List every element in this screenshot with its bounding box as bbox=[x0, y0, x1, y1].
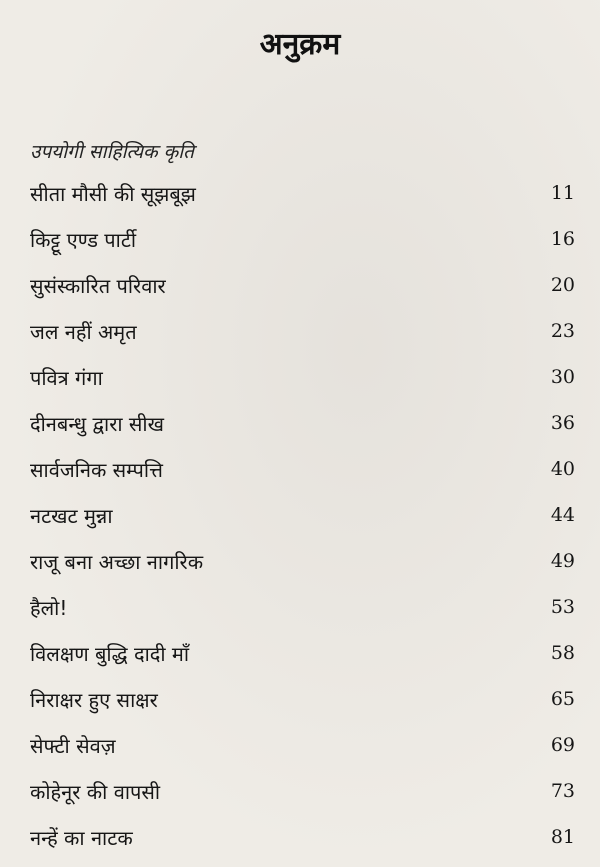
toc-entry-page-number: 81 bbox=[550, 826, 575, 848]
toc-entry bbox=[30, 722, 575, 768]
toc-entry-title: नन्हें का नाटक bbox=[30, 825, 133, 850]
toc-entry-page-number: 53 bbox=[550, 596, 575, 618]
toc-entry-page-number: 11 bbox=[550, 182, 575, 204]
toc-entry-page-number: 23 bbox=[550, 320, 575, 342]
toc-entry-title: पवित्र गंगा bbox=[30, 365, 103, 390]
toc-entry-page-number: 58 bbox=[550, 642, 575, 664]
toc-entry-page-number: 40 bbox=[550, 458, 575, 480]
toc-entry-page-number: 69 bbox=[550, 734, 575, 756]
toc-entry bbox=[30, 400, 575, 446]
toc-entry bbox=[30, 676, 575, 722]
toc-entry bbox=[30, 492, 575, 538]
toc-entry-title: दीनबन्धु द्वारा सीख bbox=[30, 411, 164, 436]
toc-entry bbox=[30, 538, 575, 584]
toc-entry-title: राजू बना अच्छा नागरिक bbox=[30, 549, 204, 574]
toc-entry-page-number: 49 bbox=[550, 550, 575, 572]
table-of-contents bbox=[30, 170, 575, 860]
toc-entry bbox=[30, 308, 575, 354]
toc-entry-page-number: 30 bbox=[550, 366, 575, 388]
toc-entry bbox=[30, 262, 575, 308]
toc-entry-title: निराक्षर हुए साक्षर bbox=[30, 687, 158, 712]
toc-entry bbox=[30, 354, 575, 400]
toc-entry bbox=[30, 584, 575, 630]
toc-entry-page-number: 36 bbox=[550, 412, 575, 434]
toc-entry-title: सेफ्टी सेवज़ bbox=[30, 733, 116, 758]
toc-entry-page-number: 65 bbox=[550, 688, 575, 710]
toc-entry-title: सार्वजनिक सम्पत्ति bbox=[30, 457, 163, 482]
toc-entry-title: जल नहीं अमृत bbox=[30, 319, 137, 344]
toc-entry-title: सीता मौसी की सूझबूझ bbox=[30, 181, 196, 206]
toc-entry-page-number: 16 bbox=[550, 228, 575, 250]
toc-entry bbox=[30, 446, 575, 492]
toc-entry-title: नटखट मुन्ना bbox=[30, 503, 113, 528]
toc-entry-page-number: 73 bbox=[550, 780, 575, 802]
toc-entry-page-number: 20 bbox=[550, 274, 575, 296]
toc-entry-title: कोहेनूर की वापसी bbox=[30, 779, 161, 804]
section-heading: उपयोगी साहित्यिक कृति bbox=[30, 141, 195, 163]
toc-entry bbox=[30, 768, 575, 814]
toc-entry-title: सुसंस्कारित परिवार bbox=[30, 273, 166, 298]
toc-entry-title: हैलो! bbox=[30, 595, 68, 620]
toc-entry bbox=[30, 814, 575, 860]
toc-entry-title: किट्टू एण्ड पार्टी bbox=[30, 227, 137, 252]
page-title: अनुक्रम bbox=[259, 27, 341, 62]
toc-entry bbox=[30, 216, 575, 262]
toc-entry bbox=[30, 170, 575, 216]
toc-entry bbox=[30, 630, 575, 676]
toc-entry-title: विलक्षण बुद्धि दादी माँ bbox=[30, 641, 190, 666]
toc-entry-page-number: 44 bbox=[550, 504, 575, 526]
